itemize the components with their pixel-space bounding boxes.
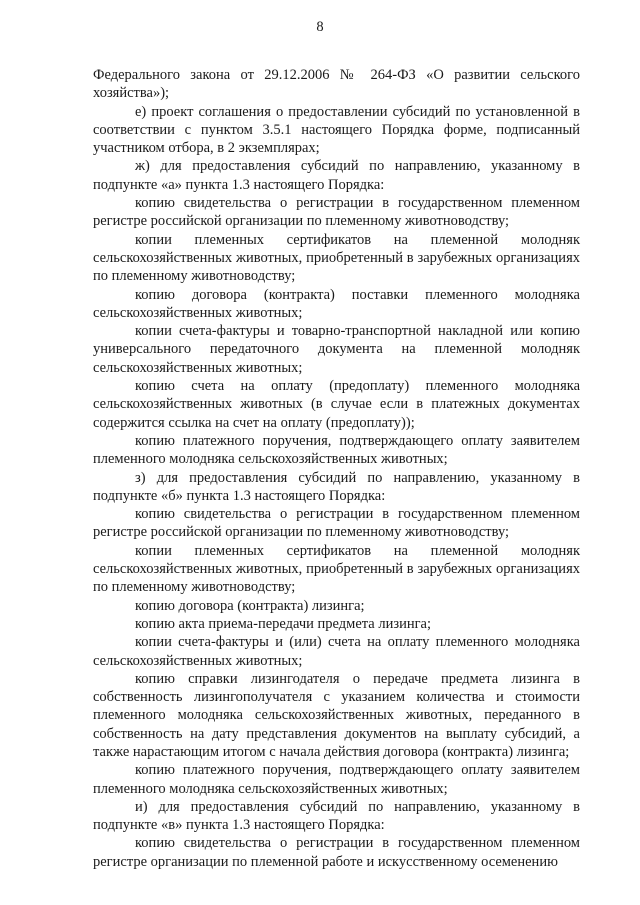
document-body — [93, 66, 580, 871]
page-number: 8 — [316, 19, 324, 35]
paragraph: копии счета-фактуры и товарно-транспортной накладной или копию универсального передаточного документа на племенной молодняк сельскохозяйственных животных; — [93, 323, 580, 376]
paragraph: копию платежного поручения, подтверждающего оплату заявителем племенного молодняка сельскохозяйственных животных; — [93, 432, 580, 468]
paragraph: копию свидетельства о регистрации в государственном племенном регистре российской организации по племенному животноводству; — [93, 506, 580, 541]
paragraph: копии племенных сертификатов на племенной молодняк сельскохозяйственных животных, приобретенный в зарубежных организациях по племенному животноводству; — [93, 231, 580, 285]
paragraph: з) для предоставления субсидий по направлению, указанному в подпункте «б» пункта 1.3 настоящего Порядка: — [93, 469, 580, 504]
paragraph: и) для предоставления субсидий по направлению, указанному в подпункте «в» пункта 1.3 настоящего Порядка: — [93, 798, 580, 834]
paragraph: копию платежного поручения, подтверждающего оплату заявителем племенного молодняка сельскохозяйственных животных; — [93, 762, 580, 797]
paragraph: копию свидетельства о регистрации в государственном племенном регистре организации по племенной работе и искусственному осеменению — [93, 835, 580, 870]
paragraph: копию свидетельства о регистрации в государственном племенном регистре российской организации по племенному животноводству; — [93, 195, 580, 230]
paragraph: Федерального закона от 29.12.2006 № 264-ФЗ «О развитии сельского хозяйства»); — [93, 67, 580, 102]
paragraph: ж) для предоставления субсидий по направлению, указанному в подпункте «а» пункта 1.3 настоящего Порядка: — [93, 158, 580, 193]
paragraph: копию договора (контракта) лизинга; — [135, 597, 365, 614]
paragraph: копию счета на оплату (предоплату) племенного молодняка сельскохозяйственных животных (в случае если в платежных документах содержится ссылка на счет на оплату (предоплату)); — [93, 378, 580, 431]
paragraph: е) проект соглашения о предоставлении субсидий по установленной в соответствии с пунктом 3.5.1 настоящего Порядка форме, подписанный участником отбора, в 2 экземплярах; — [93, 103, 580, 157]
paragraph: копию справки лизингодателя о передаче предмета лизинга в собственность лизингополучателя с указанием количества и стоимости племенного молодняка сельскохозяйственных животных, переданного в собственность на дату представления документов на выплату субсидий, а также нарастающим итогом с начала действия договора (контракта) лизинга; — [93, 670, 580, 760]
paragraph: копии племенных сертификатов на племенной молодняк сельскохозяйственных животных, приобретенный в зарубежных организациях по племенному животноводству; — [93, 542, 580, 596]
paragraph: копию договора (контракта) поставки племенного молодняка сельскохозяйственных животных; — [93, 286, 580, 321]
paragraph: копию акта приема-передачи предмета лизинга; — [135, 615, 432, 632]
paragraph: копии счета-фактуры и (или) счета на оплату племенного молодняка сельскохозяйственных животных; — [93, 634, 580, 669]
